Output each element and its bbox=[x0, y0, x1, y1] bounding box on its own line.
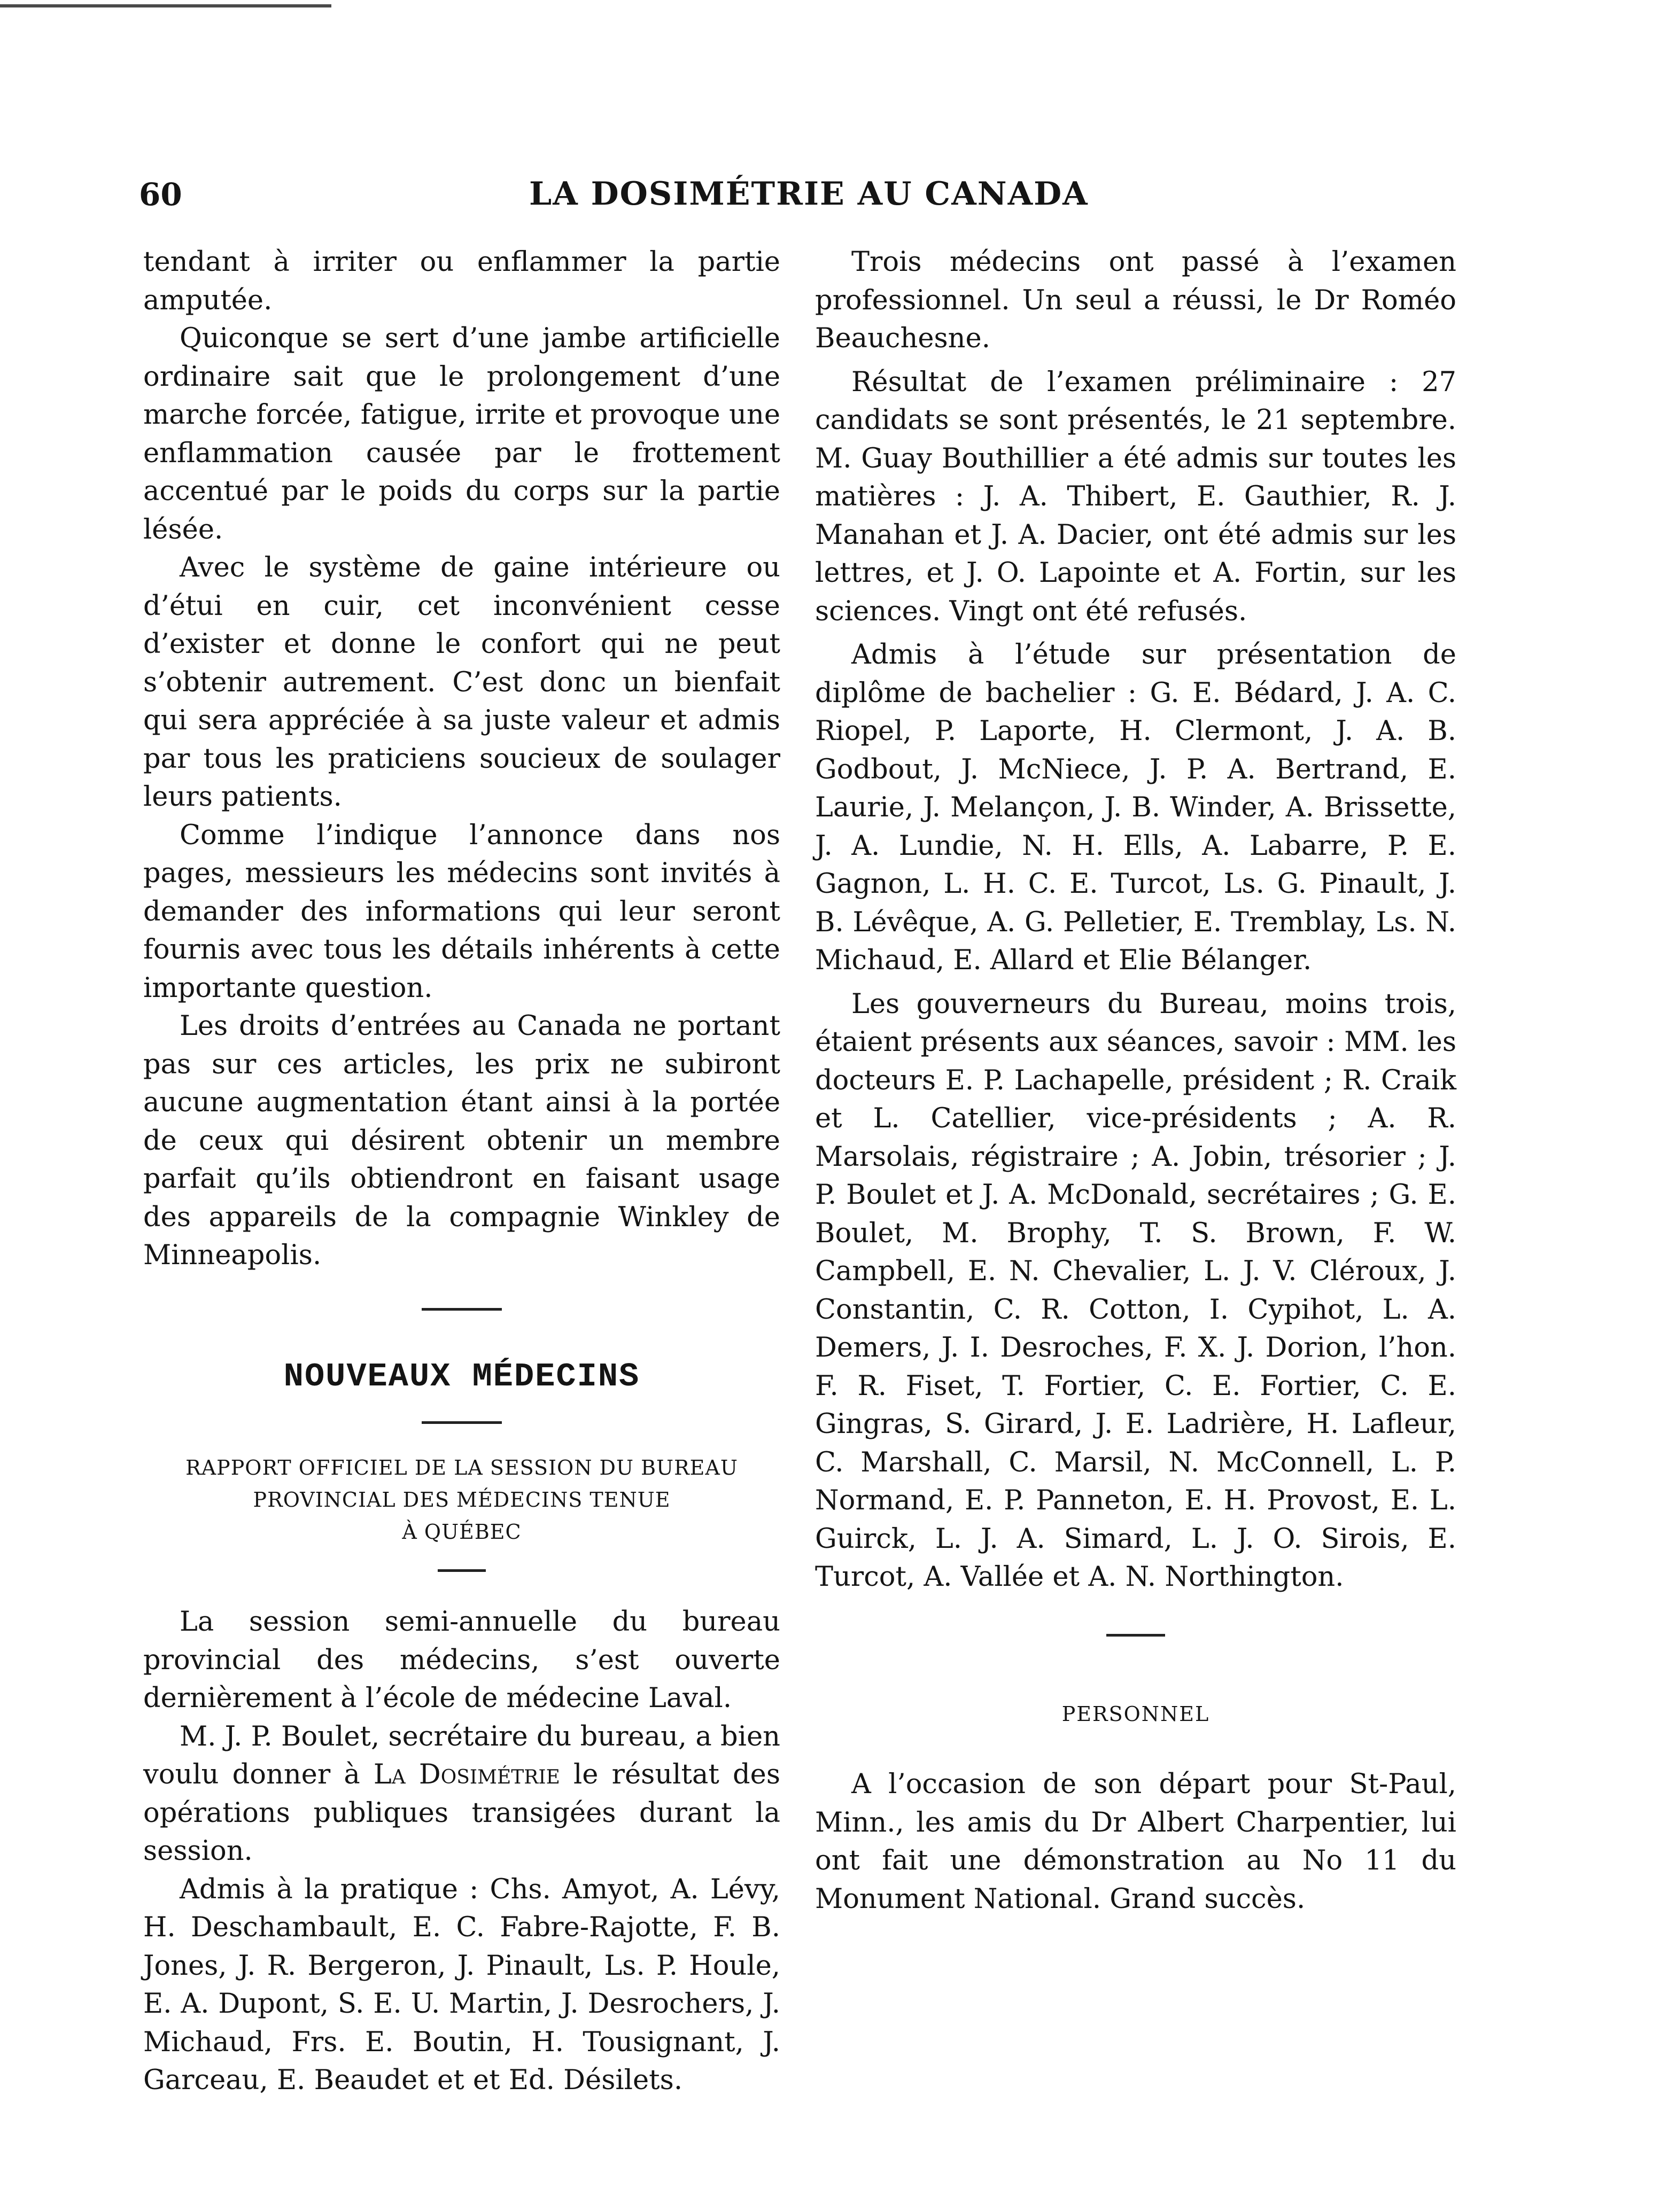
paragraph: Admis à l’étude sur présentation de diplôme de bachelier : G. E. Bédard, J. A. C. Riopel, P. Laporte, H. Clermont, J. A. B. Godbout, J. McNiece, J. P. A. Bertrand, E. Laurie, J. Melançon, J. B. Winder, A. Brissette, J. A. Lundie, N. H. Ells, A. Labarre, P. E. Gagnon, L. H. C. E. Turcot, Ls. G. Pinault, J. B. Lévêque, A. G. Pelletier, E. Tremblay, Ls. N. Michaud, E. Allard et Elie Bélanger. bbox=[815, 639, 1456, 976]
paragraph: Comme l’indique l’annonce dans nos pages, messieurs les médecins sont invités à demander des informations qui leur seront fournis avec tous les détails inhérents à cette importante question. bbox=[143, 819, 780, 1004]
page-header bbox=[0, 166, 1668, 230]
report-title-line: À QUÉBEC bbox=[402, 1520, 522, 1544]
paragraph: A l’occasion de son départ pour St-Paul, Minn., les amis du Dr Albert Charpentier, lui ont fait une démonstration au No 11 du Monument National. Grand succès. bbox=[815, 1769, 1456, 1915]
text-span: le résultat des opérations publiques transigées durant la session. bbox=[143, 1759, 780, 1867]
running-title: LA DOSIMÉTRIE AU CANADA bbox=[529, 175, 1089, 213]
paragraph: Trois médecins ont passé à l’examen professionnel. Un seul a réussi, le Dr Roméo Beauchesne. bbox=[815, 246, 1456, 354]
report-title-line: PROVINCIAL DES MÉDECINS TENUE bbox=[253, 1488, 671, 1512]
personnel-title: PERSONNEL bbox=[1061, 1702, 1210, 1726]
paragraph: Admis à la pratique : Chs. Amyot, A. Lévy, H. Deschambault, E. C. Fabre-Rajotte, F. B. Jones, J. R. Bergeron, J. Pinault, Ls. P. Houle, E. A. Dupont, S. E. U. Martin, J. Desrochers, J. Michaud, Frs. E. Boutin, H. Tousignant, J. Garceau, E. Beaudet et et Ed. Désilets. bbox=[143, 1873, 780, 2096]
top-edge-rule bbox=[0, 4, 331, 7]
paragraph: La session semi-annuelle du bureau provincial des médecins, s’est ouverte dernièrement à l’école de médecine Laval. bbox=[143, 1606, 780, 1714]
text-span: M. J. P. Boulet, secrétaire du bureau, a bien voulu donner à bbox=[143, 1720, 780, 1790]
paragraph: Les droits d’entrées au Canada ne portant pas sur ces articles, les prix ne subiront aucune augmentation étant ainsi à la portée de ceux qui désirent obtenir un membre parfait qu’ils obtiendront en faisant usage des appareils de la compagnie Winkley de Minneapolis. bbox=[143, 1010, 780, 1271]
right-column bbox=[815, 243, 1456, 1918]
section-title: NOUVEAUX MÉDECINS bbox=[283, 1357, 640, 1396]
paragraph: Avec le système de gaine intérieure ou d’étui en cuir, cet inconvénient cesse d’exister et donne le confort qui ne peut s’obtenir autrement. C’est donc un bienfait qui sera appréciée à sa juste valeur et admis par tous les praticiens soucieux de soulager leurs patients. bbox=[143, 552, 780, 813]
paragraph: Résultat de l’examen préliminaire : 27 candidats se sont présentés, le 21 septembre. M. Guay Bouthillier a été admis sur toutes les matières : J. A. Thibert, E. Gauthier, R. J. Manahan et J. A. Dacier, ont été admis sur les lettres, et J. O. Lapointe et A. Fortin, sur les sciences. Vingt ont été refusés. bbox=[815, 366, 1456, 627]
report-title-line: RAPPORT OFFICIEL DE LA SESSION DU BUREAU bbox=[185, 1456, 738, 1479]
paragraph bbox=[143, 1718, 780, 1871]
journal-name: La Dosimétrie bbox=[373, 1759, 560, 1790]
paragraph: Les gouverneurs du Bureau, moins trois, étaient présents aux séances, savoir : MM. les docteurs E. P. Lachapelle, président ; R. Craik et L. Catellier, vice-présidents ; A. R. Marsolais, régistraire ; A. Jobin, trésorier ; J. P. Boulet et J. A. McDonald, secrétaires ; G. E. Boulet, M. Brophy, T. S. Brown, F. W. Campbell, E. N. Chevalier, L. J. V. Cléroux, J. Constantin, C. R. Cotton, I. Cypihot, L. A. Demers, J. I. Desroches, F. X. J. Dorion, l’hon. F. R. Fiset, T. Fortier, C. E. Fortier, C. E. Gingras, S. Girard, J. E. Ladrière, H. Lafleur, C. Marshall, C. Marsil, N. McConnell, L. P. Normand, E. P. Panneton, E. H. Provost, E. L. Guirck, L. J. A. Simard, L. J. O. Sirois, E. Turcot, A. Vallée et A. N. Northington. bbox=[815, 988, 1456, 1593]
report-title bbox=[143, 1452, 780, 1548]
paragraph: Quiconque se sert d’une jambe artificielle ordinaire sait que le prolongement d’une marche forcée, fatigue, irrite et provoque une enflammation causée par le frottement accentué par le poids du corps sur la partie lésée. bbox=[143, 323, 780, 546]
paragraph: tendant à irriter ou enflammer la partie amputée. bbox=[143, 246, 780, 316]
left-column bbox=[143, 243, 780, 2100]
page-number: 60 bbox=[139, 176, 182, 213]
